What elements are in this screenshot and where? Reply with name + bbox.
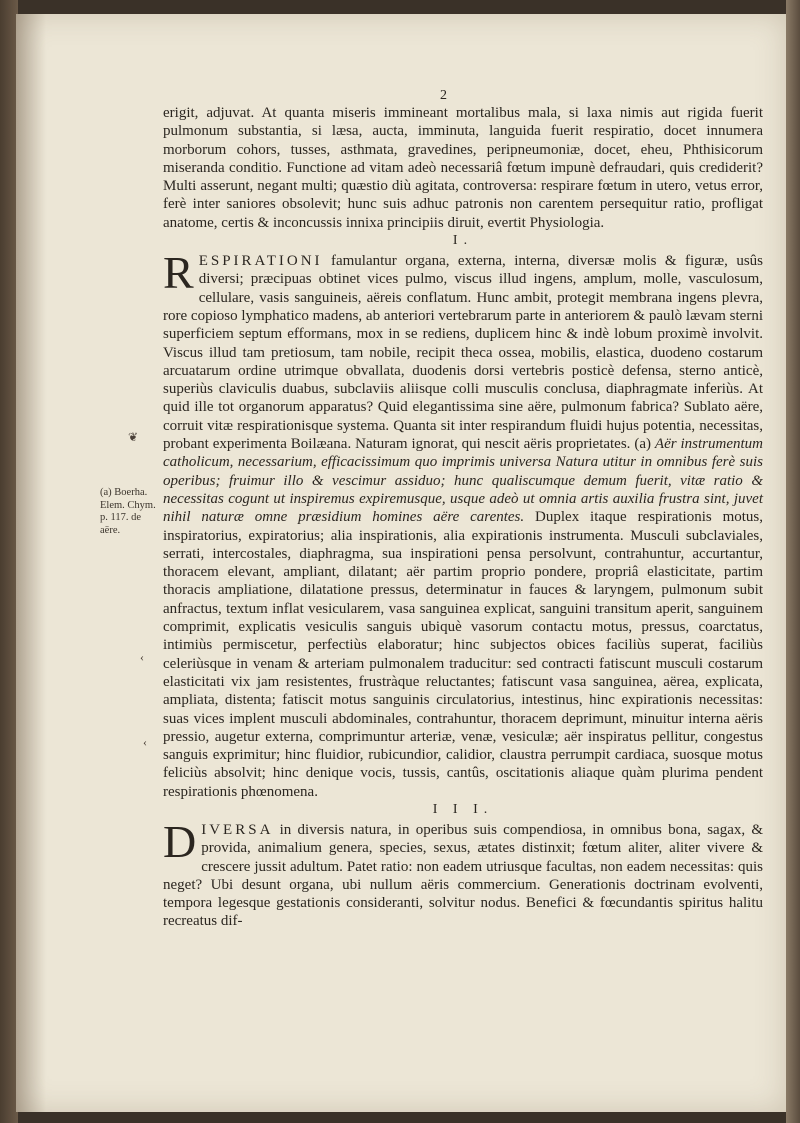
section-one-paragraph [163,247,764,801]
intro-paragraph: erigit, adjuvat. At quanta miseris immineant mortalibus mala, si laxa nimis aut rigida fuerit pulmonum substantia, si læsa, aucta, imminuta, languida fuerit respiratio, docet innumera morborum cohors, tusses, asthmata, gravedines, peripneumoniæ, docet, eheu, Phthisicorum miseranda conditio. Functione ad vitam adeò necessariâ fœtum impunè defraudari, quis crediderit? Multi asserunt, negant multi; quæstio diù agitata, controversa: respirare fœtum in utero, vetus error, ferè inter saniores obsolevit; hunc suis adhuc patronis non carentem persequitur ratio, profligat anatome, certis & inconcussis innixa principiis diruit, evertit Physiologia. [163,105,763,231]
dropcap-letter: D [163,815,197,867]
margin-ornament: ❦ [128,430,139,444]
section-number-two: I I I. [432,801,494,817]
dropcap-letter: R [163,247,194,299]
section-two-paragraph [163,815,764,931]
boerhaave-quotation: Aër instrumentum catholicum, necessarium, efficacissimum quo imprimis universa Natura utitur in omnibus ferè suis operibus; fruimur illo & vescimur assiduo; hunc qualiscumque demum fuerit, vitæ ratio & necessitas cogunt ut inspiremus expiremusque, usque adeò ut omnia artis auxilia frustra sint, juvet nihil naturæ omne præsidium homines aëre carentes. [163,436,763,526]
page-number: 2 [440,88,447,103]
section-two-text: in diversis natura, in operibus suis compendiosa, in omnibus bona, sagax, & provida, animalium genera, species, sexus, ætates distinxit; fœtum aliter, aliter vivere & crescere jussit adultum. Patet ratio: non eadem utriusque facultas, non eadem necessitas: quis neget? Ubi desunt organa, ubi nullum aëris commercium. Generationis doctrinam evolventi, tempora legesque gestationis consideranti, solvitur nodus. Benefici & fœcundantis spiritus halitu recreatus dif- [163,821,764,930]
margin-footnote: (a) Boerha. Elem. Chym. p. 117. de aëre. [100,487,156,536]
section-number-one: I. [452,233,474,249]
section-one-continuation: Duplex itaque respirationis motus, inspiratorius, expiratorius; alia inspirationis, alia expirationis instrumenta. Musculi subclaviales, serrati, intercostales, diaphragma, sua inspirationi pensa persolvunt, contrahuntur, accurtantur, thoracem elevant, ampliant, dilatant; aër partim proprio pondere, propriâ elasticitate, partim thoracis ampliatione, dilatatione pressus, determinatur in fauces & laryngem, pulmonum subit anfractus, textum inflat vesicularem, vasa sanguinea explicat, sanguini transitum aperit, sanguinem comprimit, explicatis vesiculis sanguis ubiquè vasorum contactu motus, pressus, coarctatus, intimiùs permiscetur, perfectiùs elaboratur; hinc subjectos obices faciliùs superat, faciliùs celeriùsque in venam & arteriam pulmonalem traducitur: sed contracti fatiscunt musculi costarum elasticitati vix jam resistentes, frustràque reluctantes; fatiscunt vasa sanguinea, aërea, explicata, ampliata, distenta; fatiscit motus sanguinis circulatorius, intestinus, hinc expirationis necessitas: suas vices implent musculi abdominales, contrahuntur, thoracem deprimunt, minuitur interna aëris pressio, augetur externa, comprimuntur arteriæ, venæ, vesiculæ; aër inspiratus pellitur, congestus sanguis exprimitur; hinc fluidior, rubicundior, calidior, claustra perrumpit cardiaca, suosque motus feliciùs absolvit; hinc denique vocis, tussis, cantûs, oscitationis aliaque quàm plurima pendent respirationis phœnomena. [163,509,764,800]
section-one-text: famulantur organa, externa, interna, diversæ molis & figuræ, usûs diversi; præcipuas obtinet vices pulmo, viscus illud ingens, amplum, molle, vasculosum, cellulare, vasis sanguineis, aëreis conflatum. Hunc ambit, protegit membrana ingens plevra, rore copioso lymphatico madens, ab anteriori vertebrarum parte in anteriorem & paulò lævam sterni superficiem septum efformans, mox in se rediens, duplicem hinc & indè lobum proximè involvit. Viscus illud tam pretiosum, tam nobile, recipit theca ossea, mobilis, elastica, duodeno costarum arcuatarum ordine utrimque obvallata, duodenis dorsi vertebris posticè defensa, sterno anticè, superiùs claviculis duabus, subclaviis aliisque colli musculis conclusa, diaphragmate inferiùs. At quid ille tot organorum apparatus? Quid elegantissima sine aëre, pulmonum fabrica? Sublato aëre, corruit vitæ respirationisque systema. Quanta sit inter respirandum fluidi hujus potentia, necessitas, probant experimenta Boilæana. Naturam ignorat, qui nescit aëris proprietates. (a) [163,253,764,453]
section-two-lead-word: IVERSA [201,821,274,838]
section-one-lead-word: ESPIRATIONI [198,253,323,270]
book-binding-right [786,0,800,1123]
margin-ornament: ‹ [140,650,144,664]
gutter-shadow [16,14,46,1112]
main-text-block [163,104,763,931]
margin-ornament: ‹ [143,735,147,749]
